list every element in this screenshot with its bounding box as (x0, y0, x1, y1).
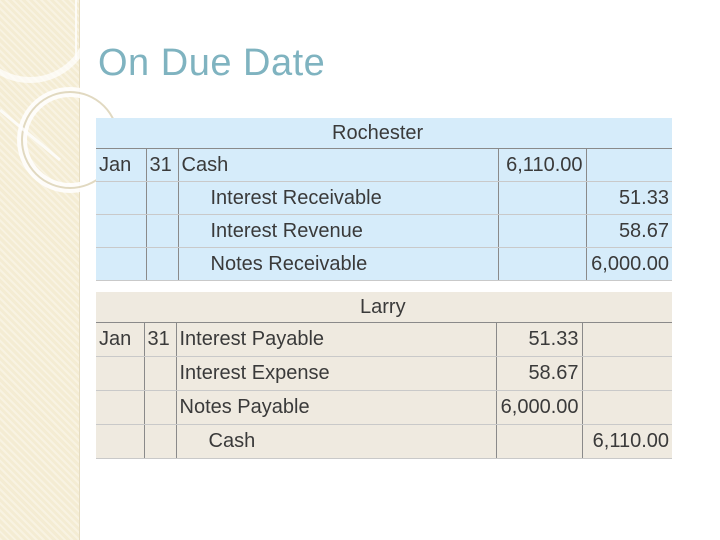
entry-month (96, 425, 144, 459)
rochester-journal-table (96, 118, 672, 281)
table-row (96, 149, 672, 182)
entry-credit (582, 391, 672, 425)
entry-day (146, 248, 178, 281)
entry-account: Interest Receivable (178, 182, 498, 215)
entry-day (146, 215, 178, 248)
table-header-row (96, 292, 672, 323)
entry-account: Interest Payable (176, 323, 496, 357)
entry-debit: 58.67 (496, 357, 582, 391)
entry-month (96, 215, 146, 248)
table-header-row (96, 118, 672, 149)
entry-debit (498, 248, 586, 281)
entry-day (144, 425, 176, 459)
entry-credit: 51.33 (586, 182, 672, 215)
entry-debit: 6,000.00 (496, 391, 582, 425)
entry-debit (498, 182, 586, 215)
entry-account: Interest Revenue (178, 215, 498, 248)
entry-credit: 6,110.00 (582, 425, 672, 459)
entry-debit (496, 425, 582, 459)
table-row (96, 323, 672, 357)
larry-journal-table (96, 292, 672, 459)
entry-day (144, 391, 176, 425)
table-row (96, 248, 672, 281)
slide-title: On Due Date (98, 42, 326, 84)
entry-account: Interest Expense (176, 357, 496, 391)
entry-day (146, 182, 178, 215)
table-row (96, 391, 672, 425)
table-row (96, 425, 672, 459)
entry-credit: 6,000.00 (586, 248, 672, 281)
entry-month: Jan (96, 323, 144, 357)
entry-credit (582, 323, 672, 357)
entry-credit (582, 357, 672, 391)
entry-month: Jan (96, 149, 146, 182)
entry-month (96, 248, 146, 281)
entry-day: 31 (146, 149, 178, 182)
entry-day: 31 (144, 323, 176, 357)
entry-month (96, 182, 146, 215)
entry-account: Notes Receivable (178, 248, 498, 281)
table-row (96, 182, 672, 215)
entry-account: Cash (176, 425, 496, 459)
larry-header: Larry (176, 292, 672, 323)
entry-month (96, 357, 144, 391)
entry-debit (498, 215, 586, 248)
entry-debit: 51.33 (496, 323, 582, 357)
table-row (96, 357, 672, 391)
entry-debit: 6,110.00 (498, 149, 586, 182)
entry-account: Notes Payable (176, 391, 496, 425)
entry-day (144, 357, 176, 391)
rochester-header: Rochester (178, 118, 672, 149)
entry-credit: 58.67 (586, 215, 672, 248)
side-decor-strip (0, 0, 80, 540)
entry-credit (586, 149, 672, 182)
entry-account: Cash (178, 149, 498, 182)
entry-month (96, 391, 144, 425)
table-row (96, 215, 672, 248)
